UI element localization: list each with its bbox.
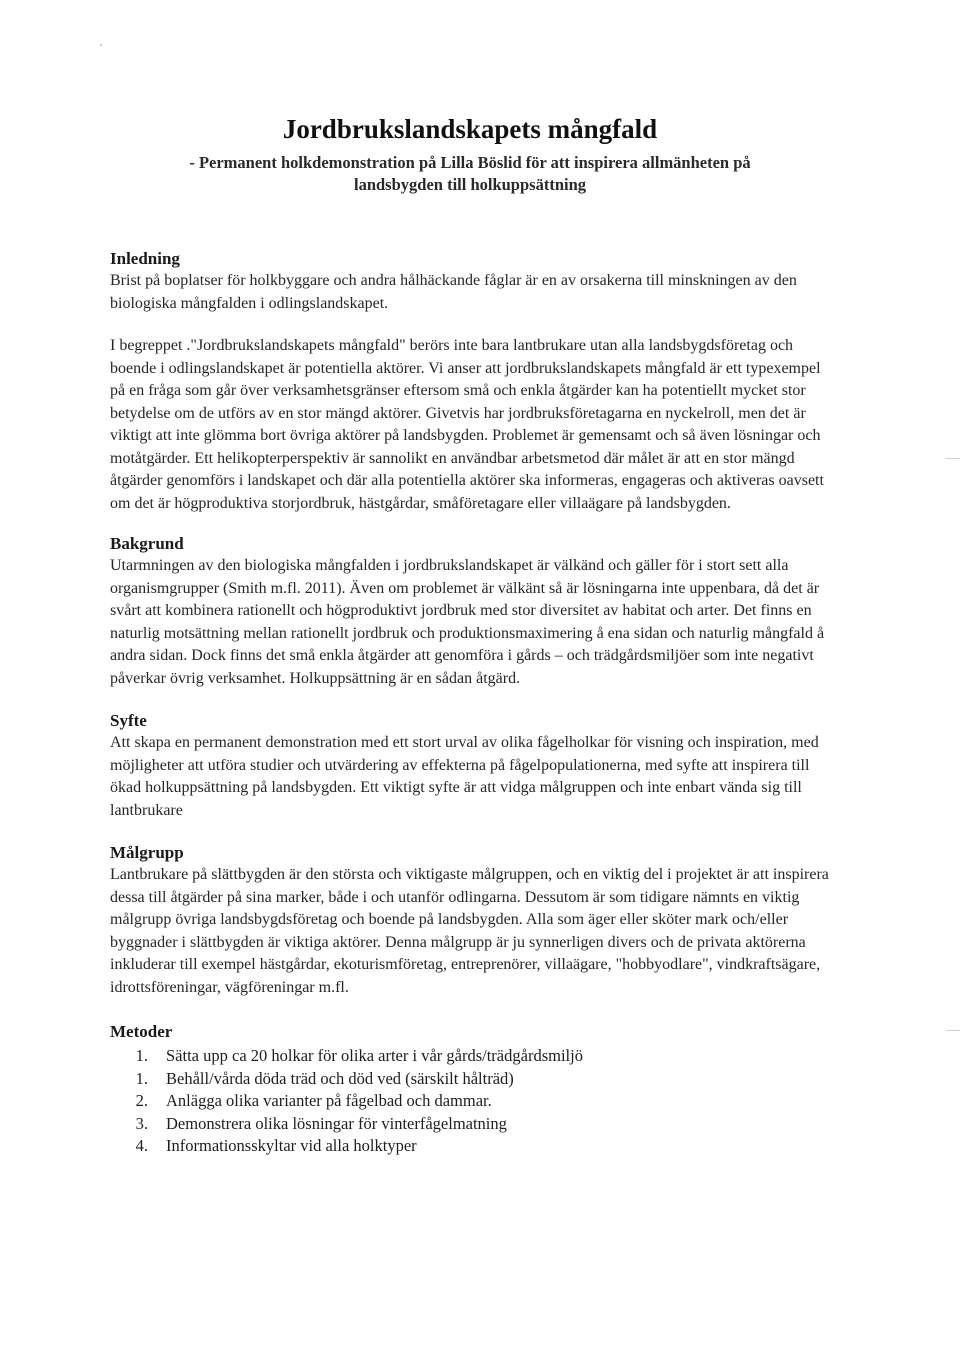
section-heading: Inledning (110, 249, 180, 268)
section-malgrupp (110, 842, 830, 999)
subtitle-line-2: landsbygden till holkuppsättning (353, 175, 587, 194)
list-item-text: Sätta upp ca 20 holkar för olika arter i vår gårds/trädgårdsmiljö (166, 1046, 583, 1065)
list-item-number: 4. (135, 1136, 148, 1155)
methods-list (110, 1045, 830, 1158)
list-item (110, 1135, 830, 1158)
paragraph: Brist på boplatser för holkbyggare och andra hålhäckande fåglar är en av orsakerna till minskningen av den biologiska mångfalden i odlingslandskapet. (110, 272, 797, 312)
section-heading: Syfte (110, 711, 147, 730)
section-metoder (110, 1021, 830, 1158)
list-item-number: 3. (135, 1113, 148, 1133)
section-heading: Metoder (110, 1022, 173, 1041)
paragraph: Utarmningen av den biologiska mångfalden i jordbrukslandskapet är välkänd och gäller för i stort sett alla organismgrupper (Smith m.fl. 2011). Även om problemet är välkänt så är lösningarna inte uppenbara, då det är svårt att kombinera rationellt och högproduktivt jordbruk med stor diversitet av habitat och arter. Det finns en naturlig motsättning mellan rationellt jordbruk och produktionsmaximering å ena sidan och naturlig mångfald å andra sidan. Dock finns det små enkla åtgärder att genomföra i gårds – och trädgårdsmiljöer som inte negativt påverkar övrig verksamhet. Holkuppsättning är en sådan åtgärd. (110, 557, 825, 687)
list-item-number: 1. (135, 1068, 148, 1088)
list-item-text: Informationsskyltar vid alla holktyper (166, 1136, 417, 1155)
section-heading: Målgrupp (110, 843, 184, 862)
list-item (110, 1068, 830, 1091)
section-bakgrund (110, 533, 830, 690)
section-syfte (110, 710, 830, 822)
paragraph: Att skapa en permanent demonstration med ett stort urval av olika fågelholkar för visning och inspiration, med möjligheter att utföra studier och utvärdering av effekterna på fågelpopulationerna, med syfte att inspirera till ökad holkuppsättning på landsbygden. Ett viktigt syfte är att vidga målgruppen och inte enbart vända sig till lantbrukare (110, 734, 819, 819)
document-subtitle (110, 152, 830, 196)
paragraph: I begreppet ."Jordbrukslandskapets mångfald" berörs inte bara lantbrukare utan alla landsbygdsföretag och boende i odlingslandskapet är potentiella aktörer. Vi anser att jordbrukslandskapets mångfald är ett typexempel på en fråga som går över verksamhetsgränser eftersom små och enkla åtgärder kan ha potentiellt mycket stor betydelse om de utförs av en stor mängd aktörer. Givetvis har jordbruksföretagarna en nyckelroll, men det är viktigt att inte glömma bort övriga aktörer på landsbygden. Problemet är gemensamt och så även lösningar och motåtgärder. Ett helikopterperspektiv är sannolikt en användbar arbetsmetod där målet är att en stor mängd åtgärder genomförs i landskapet och där alla potentiella aktörer ska informeras, engageras och aktiveras oavsett om det är högproduktiva storjordbruk, hästgårdar, småföretagare eller villaägare på landsbygden. (110, 337, 824, 512)
subtitle-line-1: - Permanent holkdemonstration på Lilla Böslid för att inspirera allmänheten på (189, 153, 751, 172)
list-item-number: 1. (135, 1046, 148, 1065)
scan-edge-mark (946, 1030, 960, 1031)
list-item (110, 1090, 830, 1113)
list-item (110, 1045, 830, 1068)
section-heading: Bakgrund (110, 534, 184, 553)
list-item-text: Behåll/vårda döda träd och död ved (särskilt hålträd) (166, 1068, 514, 1088)
scan-edge-mark (946, 458, 960, 459)
document-title: Jordbrukslandskapets mångfald (282, 114, 658, 144)
document-page (110, 112, 830, 1158)
paragraph: Lantbrukare på slättbygden är den största och viktigaste målgruppen, och en viktig del i projektet är att inspirera dessa till åtgärder på sina marker, både i och utanför odlingarna. Dessutom är som tidigare nämnts en viktig målgrupp övriga landsbygdsföretag och boende på landsbygden. Alla som äger eller sköter mark och/eller byggnader i slättbygden är viktiga aktörer. Denna målgrupp är ju synnerligen divers och de privata aktörerna inkluderar till exempel hästgårdar, ekoturismföretag, entreprenörer, villaägare, "hobbyodlare", vindkraftsägare, idrottsföreningar, vägföreningar m.fl. (110, 866, 829, 996)
list-item-text: Demonstrera olika lösningar för vinterfågelmatning (166, 1113, 507, 1133)
list-item-text: Anlägga olika varianter på fågelbad och dammar. (166, 1091, 492, 1110)
list-item-number: 2. (135, 1091, 148, 1110)
section-inledning (110, 248, 830, 515)
list-item (110, 1113, 830, 1136)
scan-dot (100, 44, 102, 46)
